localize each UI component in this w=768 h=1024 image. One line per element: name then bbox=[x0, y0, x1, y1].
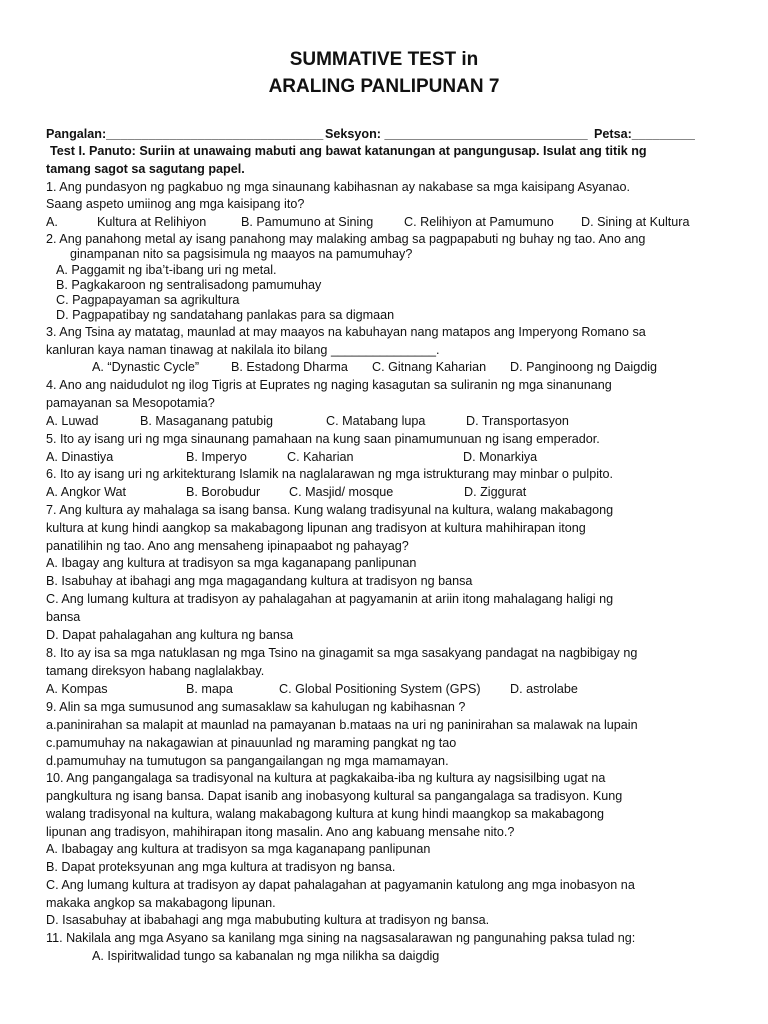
question-9-choice-c: c.pamumuhay na nakagawian at pinauunlad ng maraming pangkat ng tao bbox=[46, 736, 457, 750]
question-6-choice-c: C. Masjid/ mosque bbox=[289, 485, 394, 499]
title-line-2: ARALING PANLIPUNAN 7 bbox=[268, 76, 500, 97]
question-4-choice-c: C. Matabang lupa bbox=[326, 414, 426, 428]
question-10-choice-c-line-2: makaka angkop sa makabagong lipunan. bbox=[46, 896, 276, 910]
question-5-line-1: 5. Ito ay isang uri ng mga sinaunang pamahaan na kung saan pinamumunuan ng isang emperador. bbox=[46, 432, 600, 446]
question-8-choice-d: D. astrolabe bbox=[510, 682, 578, 696]
instructions-line-1: Test I. Panuto: Suriin at unawaing mabuti ang bawat katanungan at pangungusap. Isulat ang titik ng bbox=[50, 144, 647, 158]
date-field: Petsa:_________ bbox=[594, 127, 695, 141]
question-8-line-1: 8. Ito ay isa sa mga natuklasan ng mga Tsino na ginagamit sa mga sasakyang pandagat na nagbibigay ng bbox=[46, 646, 638, 660]
question-9-choice-d: d.pamumuhay na tumutugon sa pangangailangan ng mga mamamayan. bbox=[46, 754, 449, 768]
question-11-choice-a: A. Ispiritwalidad tungo sa kabanalan ng mga nilikha sa daigdig bbox=[92, 949, 440, 963]
question-7-choice-c-line-2: bansa bbox=[46, 610, 81, 624]
question-3-choice-d: D. Panginoong ng Daigdig bbox=[510, 360, 658, 374]
question-3-line-2: kanluran kaya naman tinawag at nakilala ito bilang _______________. bbox=[46, 343, 440, 357]
question-7-line-3: panatilihin ng tao. Ano ang mensaheng ipinapaabot ng pahayag? bbox=[46, 539, 409, 553]
question-10-choice-c-line-1: C. Ang lumang kultura at tradisyon ay dapat pahalagahan at pagyamanin katulong ang mga inobasyon na bbox=[46, 878, 635, 892]
question-8-choice-a: A. Kompas bbox=[46, 682, 108, 696]
question-1-choice-a: Kultura at Relihiyon bbox=[97, 215, 207, 229]
question-2-choice-b: B. Pagkakaroon ng sentralisadong pamumuhay bbox=[56, 278, 322, 292]
question-7-choice-a: A. Ibagay ang kultura at tradisyon sa mga kaganapang panlipunan bbox=[46, 556, 417, 570]
question-1-line-2: Saang aspeto umiinog ang mga kaisipang ito? bbox=[46, 197, 305, 211]
question-3-choice-b: B. Estadong Dharma bbox=[231, 360, 348, 374]
question-9-choices-a-b: a.paninirahan sa malapit at maunlad na pamayanan b.mataas na uri ng paninirahan sa malawak na lupain bbox=[46, 718, 638, 732]
question-4-choice-d: D. Transportasyon bbox=[466, 414, 569, 428]
question-10-line-2: pangkultura ng isang bansa. Dapat isanib ang inobasyong kultural sa pangangalaga sa tradisyon. Kung bbox=[46, 789, 623, 803]
name-field: Pangalan:_______________________________ bbox=[46, 127, 324, 141]
question-1-choice-a-letter: A. bbox=[46, 215, 58, 229]
question-7-line-2: kultura at kung hindi aangkop sa makabagong lipunan ang tradisyon at kultura mahihirapan itong bbox=[46, 521, 586, 535]
question-2-choice-a: A. Paggamit ng iba’t-ibang uri ng metal. bbox=[56, 263, 277, 277]
question-6-line-1: 6. Ito ay isang uri ng arkitekturang Islamik na naglalarawan ng mga istrukturang may minbar o pulpito. bbox=[46, 467, 614, 481]
question-2-line-1: 2. Ang panahong metal ay isang panahong may malaking ambag sa pagpapabuti ng buhay ng tao. Ano ang bbox=[46, 232, 646, 246]
question-6-choice-a: A. Angkor Wat bbox=[46, 485, 127, 499]
question-10-choice-d: D. Isasabuhay at ibabahagi ang mga mabubuting kultura at tradisyon ng bansa. bbox=[46, 913, 490, 927]
question-7-choice-b: B. Isabuhay at ibahagi ang mga magagandang kultura at tradisyon ng bansa bbox=[46, 574, 473, 588]
question-10-line-1: 10. Ang pangangalaga sa tradisyonal na kultura at pagkakaiba-iba ng kultura ay nagsisilbing ugat na bbox=[46, 771, 606, 785]
question-7-line-1: 7. Ang kultura ay mahalaga sa isang bansa. Kung walang tradisyunal na kultura, walang makabagong bbox=[46, 503, 614, 517]
question-4-line-2: pamayanan sa Mesopotamia? bbox=[46, 396, 215, 410]
question-1-choice-c: C. Relihiyon at Pamumuno bbox=[404, 215, 554, 229]
question-9-line-1: 9. Alin sa mga sumusunod ang sumasaklaw sa kahulugan ng kabihasnan ? bbox=[46, 700, 466, 714]
question-7-choice-c-line-1: C. Ang lumang kultura at tradisyon ay pahalagahan at pagyamanin at ariin itong mahalagang haligi ng bbox=[46, 592, 614, 606]
question-7-choice-d: D. Dapat pahalagahan ang kultura ng bansa bbox=[46, 628, 294, 642]
question-10-line-4: lipunan ang tradisyon, mahihirapan itong masalin. Ano ang kabuang mensahe nito.? bbox=[46, 825, 515, 839]
instructions-line-2: tamang sagot sa sagutang papel. bbox=[46, 162, 245, 176]
question-1-choice-b: B. Pamumuno at Sining bbox=[241, 215, 374, 229]
question-8-line-2: tamang direksyon habang naglalakbay. bbox=[46, 664, 265, 678]
question-11-line-1: 11. Nakilala ang mga Asyano sa kanilang mga sining na nagsasalarawan ng pangunahing paksa tulad ng: bbox=[46, 931, 636, 945]
question-1-line-1: 1. Ang pundasyon ng pagkabuo ng mga sinaunang kabihasnan ay nakabase sa mga kaisipang Asyanao. bbox=[46, 180, 630, 194]
question-2-choice-d: D. Pagpapatibay ng sandatahang panlakas para sa digmaan bbox=[56, 308, 395, 322]
question-6-choice-d: D. Ziggurat bbox=[464, 485, 527, 499]
question-3-choice-c: C. Gitnang Kaharian bbox=[372, 360, 487, 374]
question-3-line-1: 3. Ang Tsina ay matatag, maunlad at may maayos na kabuhayan nang matapos ang Imperyong Romano sa bbox=[46, 325, 646, 339]
question-4-choice-a: A. Luwad bbox=[46, 414, 99, 428]
question-4-line-1: 4. Ano ang naidudulot ng ilog Tigris at Euprates ng naging kasagutan sa suliranin ng mga sinanunang bbox=[46, 378, 612, 392]
title-line-1: SUMMATIVE TEST in bbox=[289, 49, 479, 70]
question-5-choice-a: A. Dinastiya bbox=[46, 450, 114, 464]
question-2-choice-c: C. Pagpapayaman sa agrikultura bbox=[56, 293, 240, 307]
question-10-choice-a: A. Ibabagay ang kultura at tradisyon sa mga kaganapang panlipunan bbox=[46, 842, 431, 856]
question-10-choice-b: B. Dapat proteksyunan ang mga kultura at tradisyon ng bansa. bbox=[46, 860, 396, 874]
section-field: Seksyon: _____________________________ bbox=[325, 127, 588, 141]
question-1-choice-d: D. Sining at Kultura bbox=[581, 215, 690, 229]
question-5-choice-b: B. Imperyo bbox=[186, 450, 247, 464]
question-5-choice-d: D. Monarkiya bbox=[463, 450, 538, 464]
question-10-line-3: walang tradisyonal na kultura, walang makabagong kultura at kung hindi maangkop sa makabagong bbox=[46, 807, 604, 821]
question-8-choice-c: C. Global Positioning System (GPS) bbox=[279, 682, 481, 696]
question-6-choice-b: B. Borobudur bbox=[186, 485, 261, 499]
question-4-choice-b: B. Masaganang patubig bbox=[140, 414, 274, 428]
question-5-choice-c: C. Kaharian bbox=[287, 450, 354, 464]
question-2-line-2: ginampanan nito sa pagsisimula ng maayos na pamumuhay? bbox=[70, 247, 413, 261]
question-8-choice-b: B. mapa bbox=[186, 682, 233, 696]
question-3-choice-a: A. “Dynastic Cycle” bbox=[92, 360, 200, 374]
